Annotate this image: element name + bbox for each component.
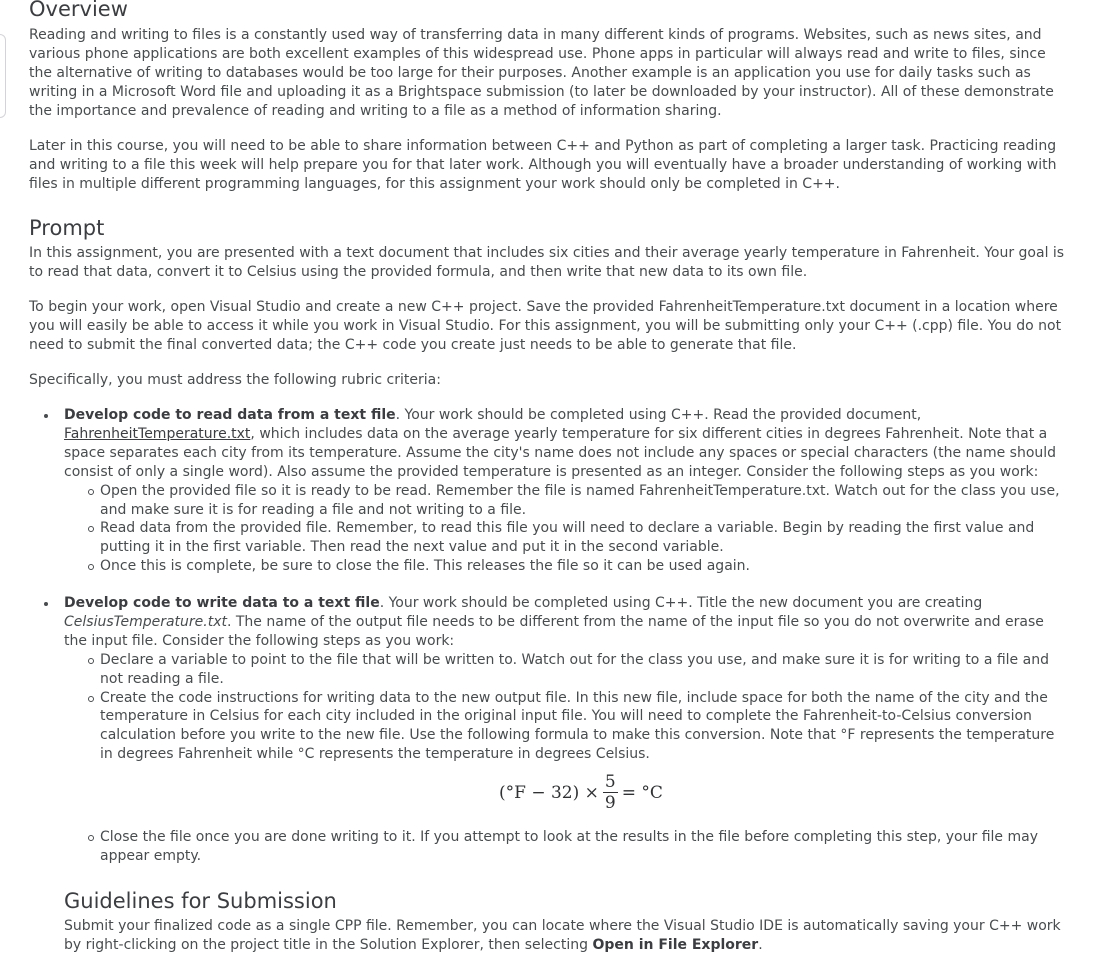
open-in-file-explorer: Open in File Explorer [592, 936, 759, 953]
criterion-read-text-b: , which includes data on the average yearly temperature for six different cities in degrees Fahrenheit. Note that a space separates each city from its temperature. Assume the city's name does not include any spaces or special characters (the name should consist of only a single word). Also assume the provided temperature is presented as an integer. Consider the following steps as you work: [64, 425, 1057, 480]
prompt-paragraph-2: To begin your work, open Visual Studio and create a new C++ project. Save the provided FahrenheitTemperature.txt document in a location where you will easily be able to access it while you work in Visual Studio. For this assignment, you will be submitting only your C++ (.cpp) file. You do not need to submit the final converted data; the C++ code you create just needs to be able to generate that file. [29, 299, 1062, 353]
overview-paragraph-2: Later in this course, you will need to be able to share information between C++ and Python as part of completing a larger task. Practicing reading and writing to a file this week will help prepare you for that later work. Although you will eventually have a broader understanding of working with files in multiple different programming languages, for this assignment your work should only be completed in C++. [29, 138, 1057, 192]
read-step: Open the provided file so it is ready to be read. Remember the file is named FahrenheitTemperature.txt. Watch out for the class you use, and make sure it is for reading a file and not writing to a file. [64, 482, 1069, 520]
guidelines-text-a: Submit your finalized code as a single CPP file. Remember, you can locate where the Visual Studio IDE is automatically saving your C++ work by right-clicking on the project title in the Solution Explorer, then selecting [64, 918, 1061, 953]
prompt-paragraph-1: In this assignment, you are presented with a text document that includes six cities and their average yearly temperature in Fahrenheit. Your goal is to read that data, convert it to Celsius using the provided formula, and then write that new data to its own file. [29, 245, 1065, 280]
criterion-write-text-b: . The name of the output file needs to be different from the name of the input file so you do not overwrite and erase the input file. Consider the following steps as you work: [64, 613, 1044, 649]
write-step: Create the code instructions for writing data to the new output file. In this new file, include space for both the name of the city and the temperature in Celsius for each city included in the original input file. You will need to complete the Fahrenheit-to-Celsius conversion calculation before you write to the new file. Use the following formula to make this conversion. Note that °F represents the temperature in degrees Fahrenheit while °C represents the temperature in degrees Celsius. [64, 689, 1069, 765]
guidelines-heading: Guidelines for Submission [64, 889, 337, 913]
formula-right: = °C [621, 782, 663, 803]
conversion-formula [499, 772, 663, 813]
guidelines-text-b: . [758, 936, 763, 953]
read-steps-list [64, 482, 1069, 577]
rubric-intro: Specifically, you must address the following rubric criteria: [29, 372, 441, 388]
criterion-write-text-a: . Your work should be completed using C++. Title the new document you are creating [379, 595, 983, 611]
guidelines-paragraph [64, 917, 1069, 955]
criterion-read-text-a: . Your work should be completed using C++. Read the provided document, [395, 407, 922, 423]
fahrenheit-file-link[interactable]: FahrenheitTemperature.txt [64, 425, 251, 442]
formula-fraction [603, 772, 618, 813]
read-step: Once this is complete, be sure to close the file. This releases the file so it can be used again. [64, 557, 1069, 576]
write-step: Declare a variable to point to the file that will be written to. Watch out for the class you use, and make sure it is for writing to a file and not reading a file. [64, 651, 1069, 689]
formula-left: (°F − 32) × [499, 782, 599, 803]
criterion-read-title: Develop code to read data from a text file [64, 407, 396, 423]
formula-numerator: 5 [604, 772, 616, 792]
prompt-heading: Prompt [29, 216, 105, 240]
write-steps-list [64, 651, 1069, 764]
write-step: Close the file once you are done writing to it. If you attempt to look at the results in the file before completing this step, your file may appear empty. [64, 828, 1069, 866]
left-panel-edge [0, 34, 6, 118]
overview-paragraph-1: Reading and writing to files is a constantly used way of transferring data in many different kinds of programs. Websites, such as news sites, and various phone applications are both excellent examples of this widespread use. Phone apps in particular will always read and write to files, since the alternative of writing to databases would be too large for their purposes. Another example is an application you use for daily tasks such as writing in a Microsoft Word file and uploading it as a Brightspace submission (to later be downloaded by your instructor). All of these demonstrate the importance and prevalence of reading and writing to a file as a method of information sharing. [29, 27, 1054, 119]
read-step: Read data from the provided file. Remember, to read this file you will need to declare a variable. Begin by reading the first value and putting it in the first variable. Then read the next value and put it in the second variable. [64, 519, 1069, 557]
overview-heading: Overview [29, 0, 128, 21]
criterion-read [64, 406, 1069, 576]
celsius-file-name: CelsiusTemperature.txt [64, 613, 227, 630]
criterion-write [64, 594, 1069, 866]
formula-denominator: 9 [604, 793, 616, 813]
write-steps-list-continued [64, 828, 1069, 866]
criterion-write-title: Develop code to write data to a text file [64, 595, 380, 611]
